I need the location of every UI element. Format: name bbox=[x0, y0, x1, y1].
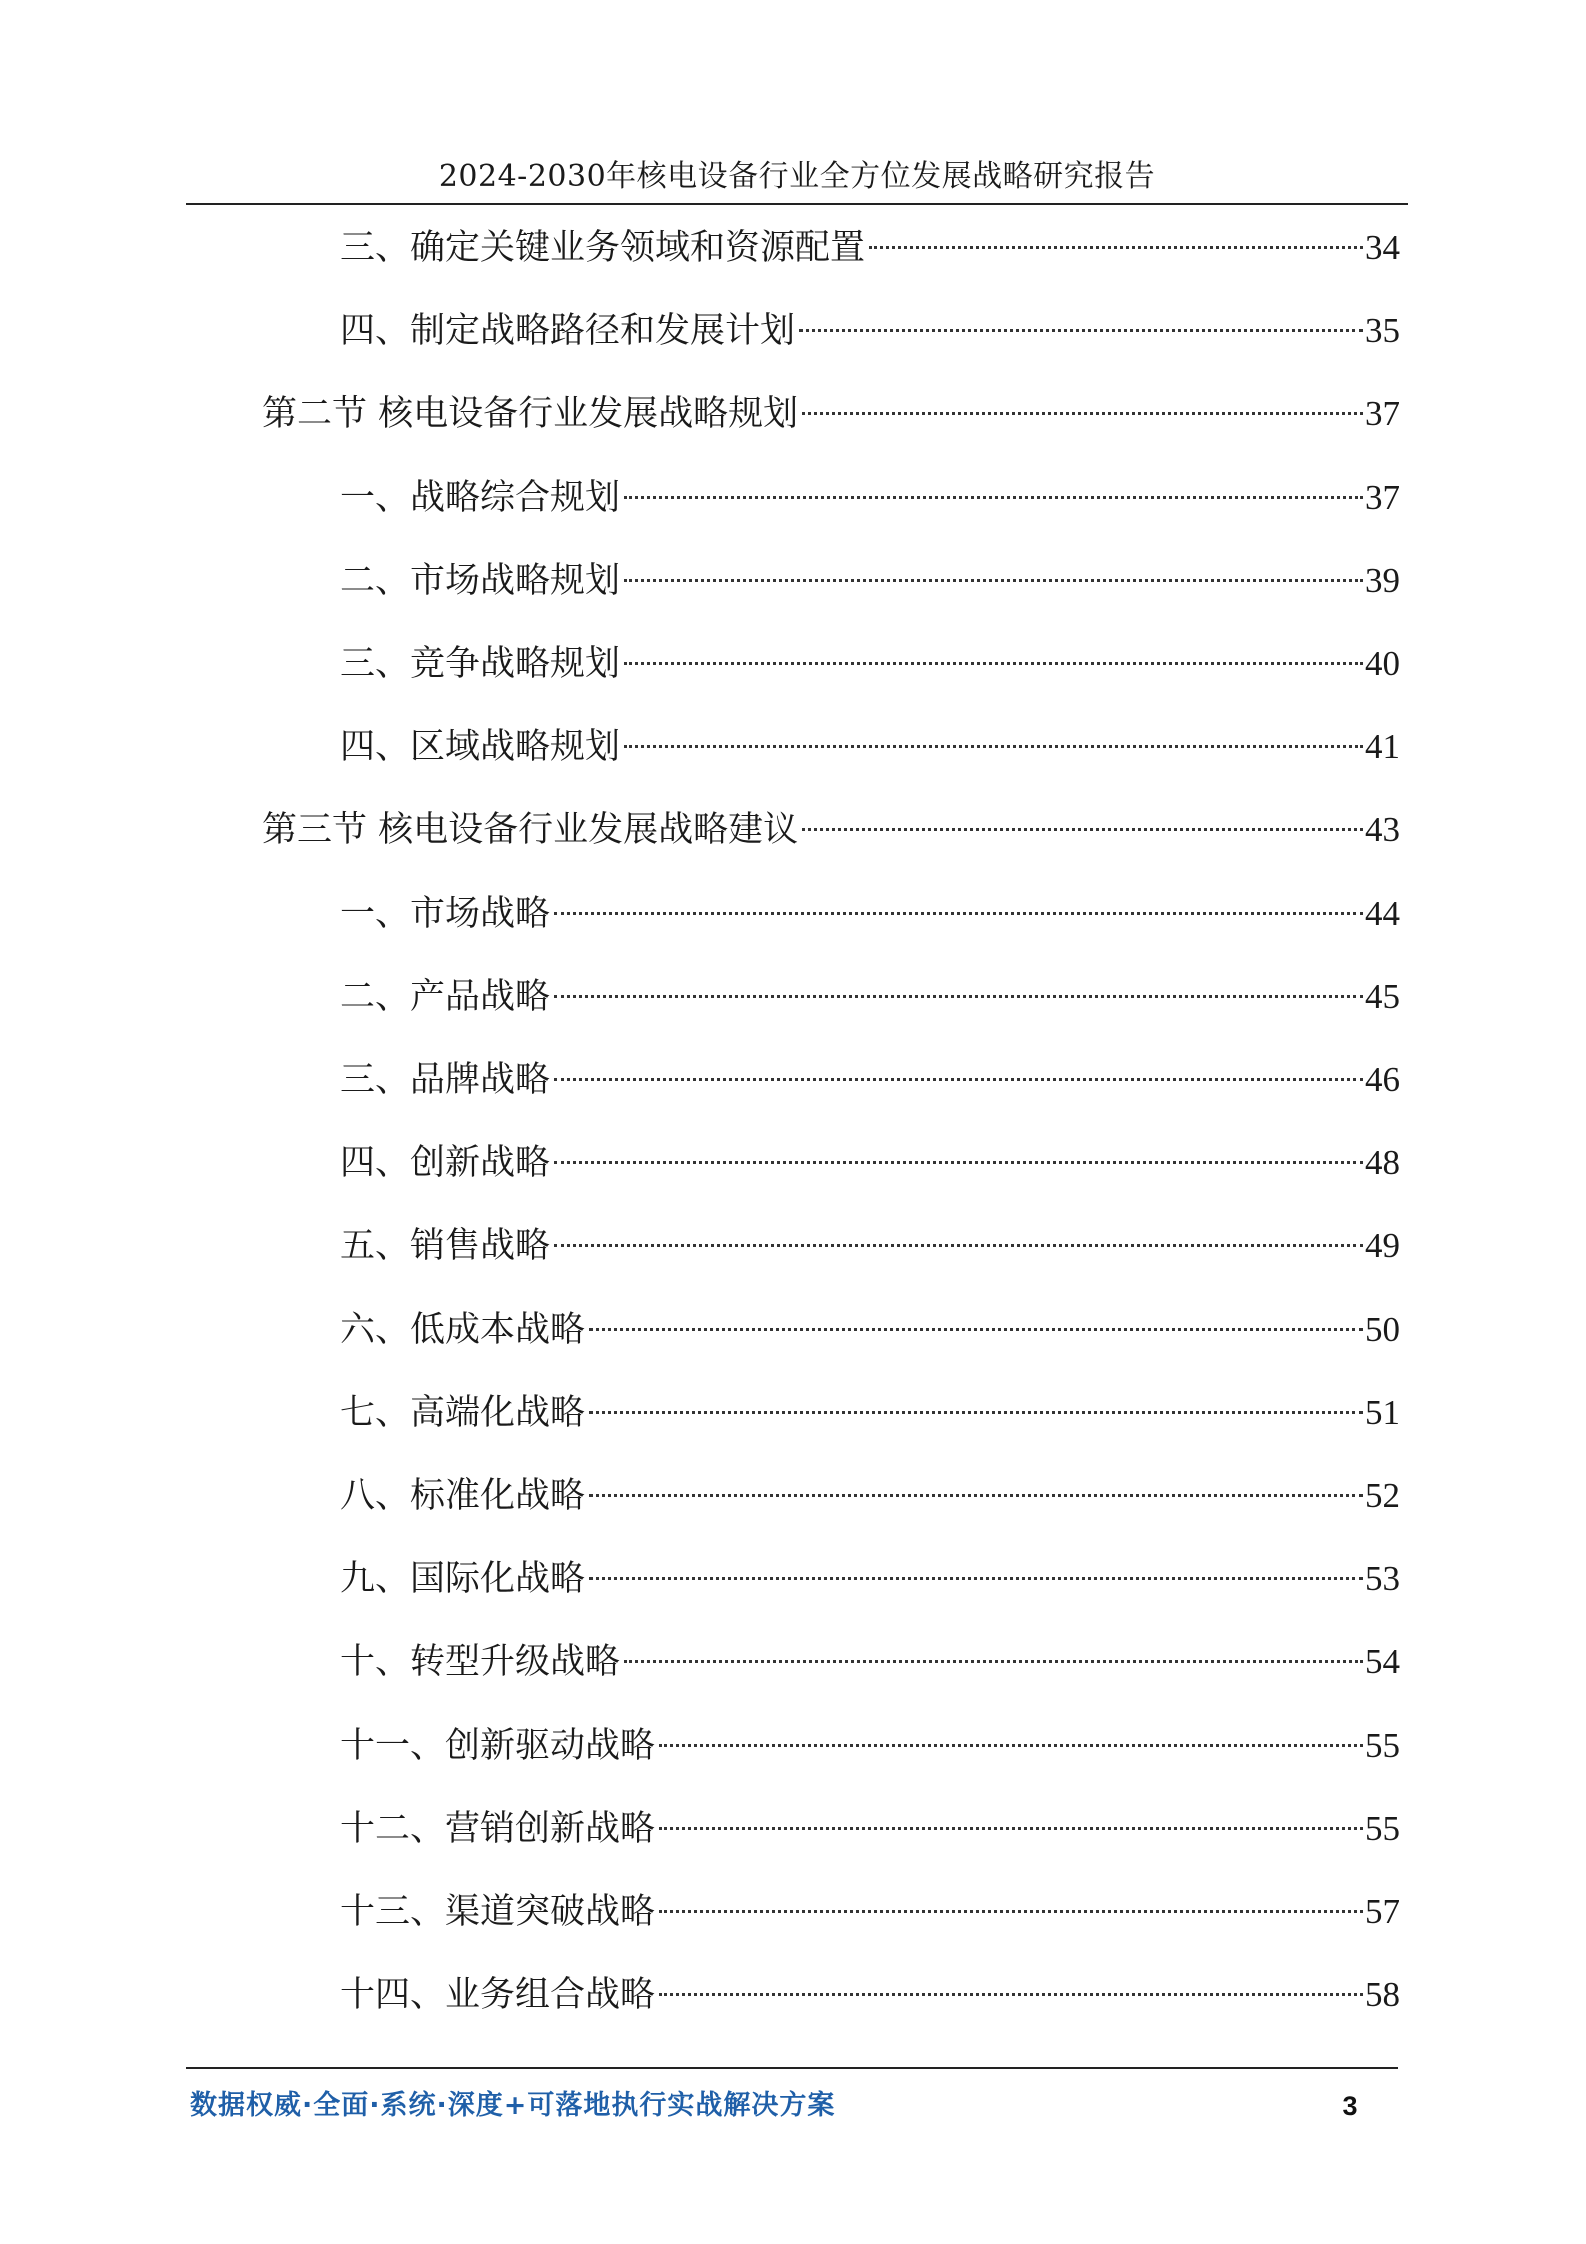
toc-dot-leader bbox=[554, 1244, 1363, 1247]
toc-entry-page-number: 48 bbox=[1365, 1143, 1400, 1183]
toc-entry[interactable] bbox=[340, 218, 1400, 278]
toc-entry[interactable] bbox=[340, 1050, 1400, 1110]
toc-entry[interactable] bbox=[340, 1549, 1400, 1609]
toc-dot-leader bbox=[589, 1411, 1363, 1414]
toc-entry-page-number: 52 bbox=[1365, 1476, 1400, 1515]
toc-entry-label: 四、创新战略 bbox=[340, 1143, 551, 1184]
toc-entry-label: 十三、渠道突破战略 bbox=[340, 1892, 656, 1932]
toc-entry-label: 五、销售战略 bbox=[340, 1226, 551, 1267]
toc-entry-label: 三、品牌战略 bbox=[340, 1060, 551, 1100]
toc-dot-leader bbox=[554, 912, 1363, 915]
toc-dot-leader bbox=[659, 1827, 1363, 1830]
toc-entry-label: 一、市场战略 bbox=[340, 893, 551, 934]
header-divider bbox=[186, 203, 1408, 205]
footer-divider bbox=[186, 2067, 1398, 2069]
toc-entry-label: 第三节 核电设备行业发展战略建议 bbox=[262, 810, 799, 851]
page-header-title: 2024-2030年核电设备行业全方位发展战略研究报告 bbox=[438, 159, 1156, 194]
toc-entry-page-number: 39 bbox=[1365, 560, 1400, 600]
toc-dot-leader bbox=[659, 1744, 1363, 1747]
toc-dot-leader bbox=[869, 246, 1363, 249]
toc-dot-leader bbox=[624, 745, 1363, 748]
toc-entry-page-number: 37 bbox=[1365, 394, 1400, 434]
toc-entry-label: 三、确定关键业务领域和资源配置 bbox=[340, 228, 866, 268]
toc-entry[interactable] bbox=[340, 301, 1400, 361]
toc-dot-leader bbox=[589, 1494, 1363, 1497]
toc-dot-leader bbox=[624, 496, 1363, 499]
toc-dot-leader bbox=[554, 1078, 1363, 1081]
toc-entry[interactable] bbox=[340, 1133, 1400, 1193]
toc-dot-leader bbox=[659, 1910, 1363, 1913]
toc-dot-leader bbox=[554, 1161, 1363, 1164]
toc-entry-page-number: 43 bbox=[1365, 810, 1400, 850]
toc-dot-leader bbox=[589, 1328, 1363, 1331]
toc-dot-leader bbox=[802, 412, 1363, 415]
toc-entry-page-number: 54 bbox=[1365, 1642, 1400, 1682]
toc-entry-page-number: 49 bbox=[1365, 1226, 1400, 1266]
toc-entry-label: 十四、业务组合战略 bbox=[340, 1975, 656, 2016]
toc-entry[interactable] bbox=[340, 468, 1400, 528]
toc-entry[interactable] bbox=[340, 1383, 1400, 1443]
toc-entry-page-number: 44 bbox=[1365, 893, 1400, 933]
toc-entry-page-number: 34 bbox=[1365, 228, 1400, 267]
footer-slogan: 数据权威·全面·系统·深度+可落地执行实战解决方案 bbox=[190, 2090, 836, 2121]
toc-entry[interactable] bbox=[340, 1799, 1400, 1859]
toc-dot-leader bbox=[624, 579, 1363, 582]
toc-entry-label: 第二节 核电设备行业发展战略规划 bbox=[262, 394, 799, 435]
toc-entry-page-number: 55 bbox=[1365, 1725, 1400, 1765]
toc-entry-label: 二、产品战略 bbox=[340, 976, 551, 1017]
toc-entry-page-number: 41 bbox=[1365, 727, 1400, 767]
toc-entry-page-number: 50 bbox=[1365, 1309, 1400, 1349]
toc-entry[interactable] bbox=[340, 717, 1400, 777]
toc-entry-page-number: 57 bbox=[1365, 1892, 1400, 1931]
toc-entry-label: 三、竞争战略规划 bbox=[340, 644, 621, 684]
toc-dot-leader bbox=[624, 1660, 1363, 1663]
toc-entry[interactable] bbox=[340, 634, 1400, 694]
toc-dot-leader bbox=[589, 1577, 1363, 1580]
toc-entry[interactable] bbox=[340, 1882, 1400, 1942]
toc-dot-leader bbox=[659, 1993, 1363, 1996]
toc-entry-page-number: 37 bbox=[1365, 477, 1400, 517]
toc-entry[interactable] bbox=[340, 1716, 1400, 1776]
toc-entry-label: 十、转型升级战略 bbox=[340, 1642, 621, 1683]
toc-entry-label: 十二、营销创新战略 bbox=[340, 1808, 656, 1849]
toc-dot-leader bbox=[624, 662, 1363, 665]
toc-dot-leader bbox=[799, 329, 1363, 332]
toc-entry-label: 一、战略综合规划 bbox=[340, 477, 621, 518]
toc-entry-page-number: 35 bbox=[1365, 311, 1400, 351]
toc-entry-page-number: 53 bbox=[1365, 1559, 1400, 1599]
toc-entry-page-number: 58 bbox=[1365, 1975, 1400, 2015]
toc-entry[interactable] bbox=[340, 967, 1400, 1027]
toc-entry-label: 七、高端化战略 bbox=[340, 1392, 586, 1433]
toc-entry[interactable] bbox=[340, 1300, 1400, 1360]
toc-entry-label: 八、标准化战略 bbox=[340, 1476, 586, 1516]
footer-page-number: 3 bbox=[1342, 2091, 1358, 2121]
toc-entry-page-number: 46 bbox=[1365, 1060, 1400, 1099]
toc-entry-page-number: 51 bbox=[1365, 1392, 1400, 1432]
toc-entry-page-number: 40 bbox=[1365, 644, 1400, 683]
toc-dot-leader bbox=[554, 995, 1363, 998]
toc-entry-label: 四、制定战略路径和发展计划 bbox=[340, 311, 796, 352]
toc-entry-label: 六、低成本战略 bbox=[340, 1309, 586, 1350]
toc-entry[interactable] bbox=[340, 884, 1400, 944]
toc-entry[interactable] bbox=[340, 1216, 1400, 1276]
toc-entry-label: 二、市场战略规划 bbox=[340, 560, 621, 601]
toc-entry[interactable] bbox=[262, 384, 1400, 444]
toc-entry[interactable] bbox=[340, 1466, 1400, 1526]
toc-entry-label: 十一、创新驱动战略 bbox=[340, 1725, 656, 1766]
toc-dot-leader bbox=[802, 828, 1363, 831]
toc-entry-label: 四、区域战略规划 bbox=[340, 727, 621, 768]
toc-entry-page-number: 45 bbox=[1365, 976, 1400, 1016]
toc-entry-label: 九、国际化战略 bbox=[340, 1559, 586, 1600]
toc-entry[interactable] bbox=[340, 1965, 1400, 2025]
toc-entry[interactable] bbox=[262, 800, 1400, 860]
toc-entry[interactable] bbox=[340, 551, 1400, 611]
toc-entry[interactable] bbox=[340, 1632, 1400, 1692]
toc-entry-page-number: 55 bbox=[1365, 1808, 1400, 1848]
